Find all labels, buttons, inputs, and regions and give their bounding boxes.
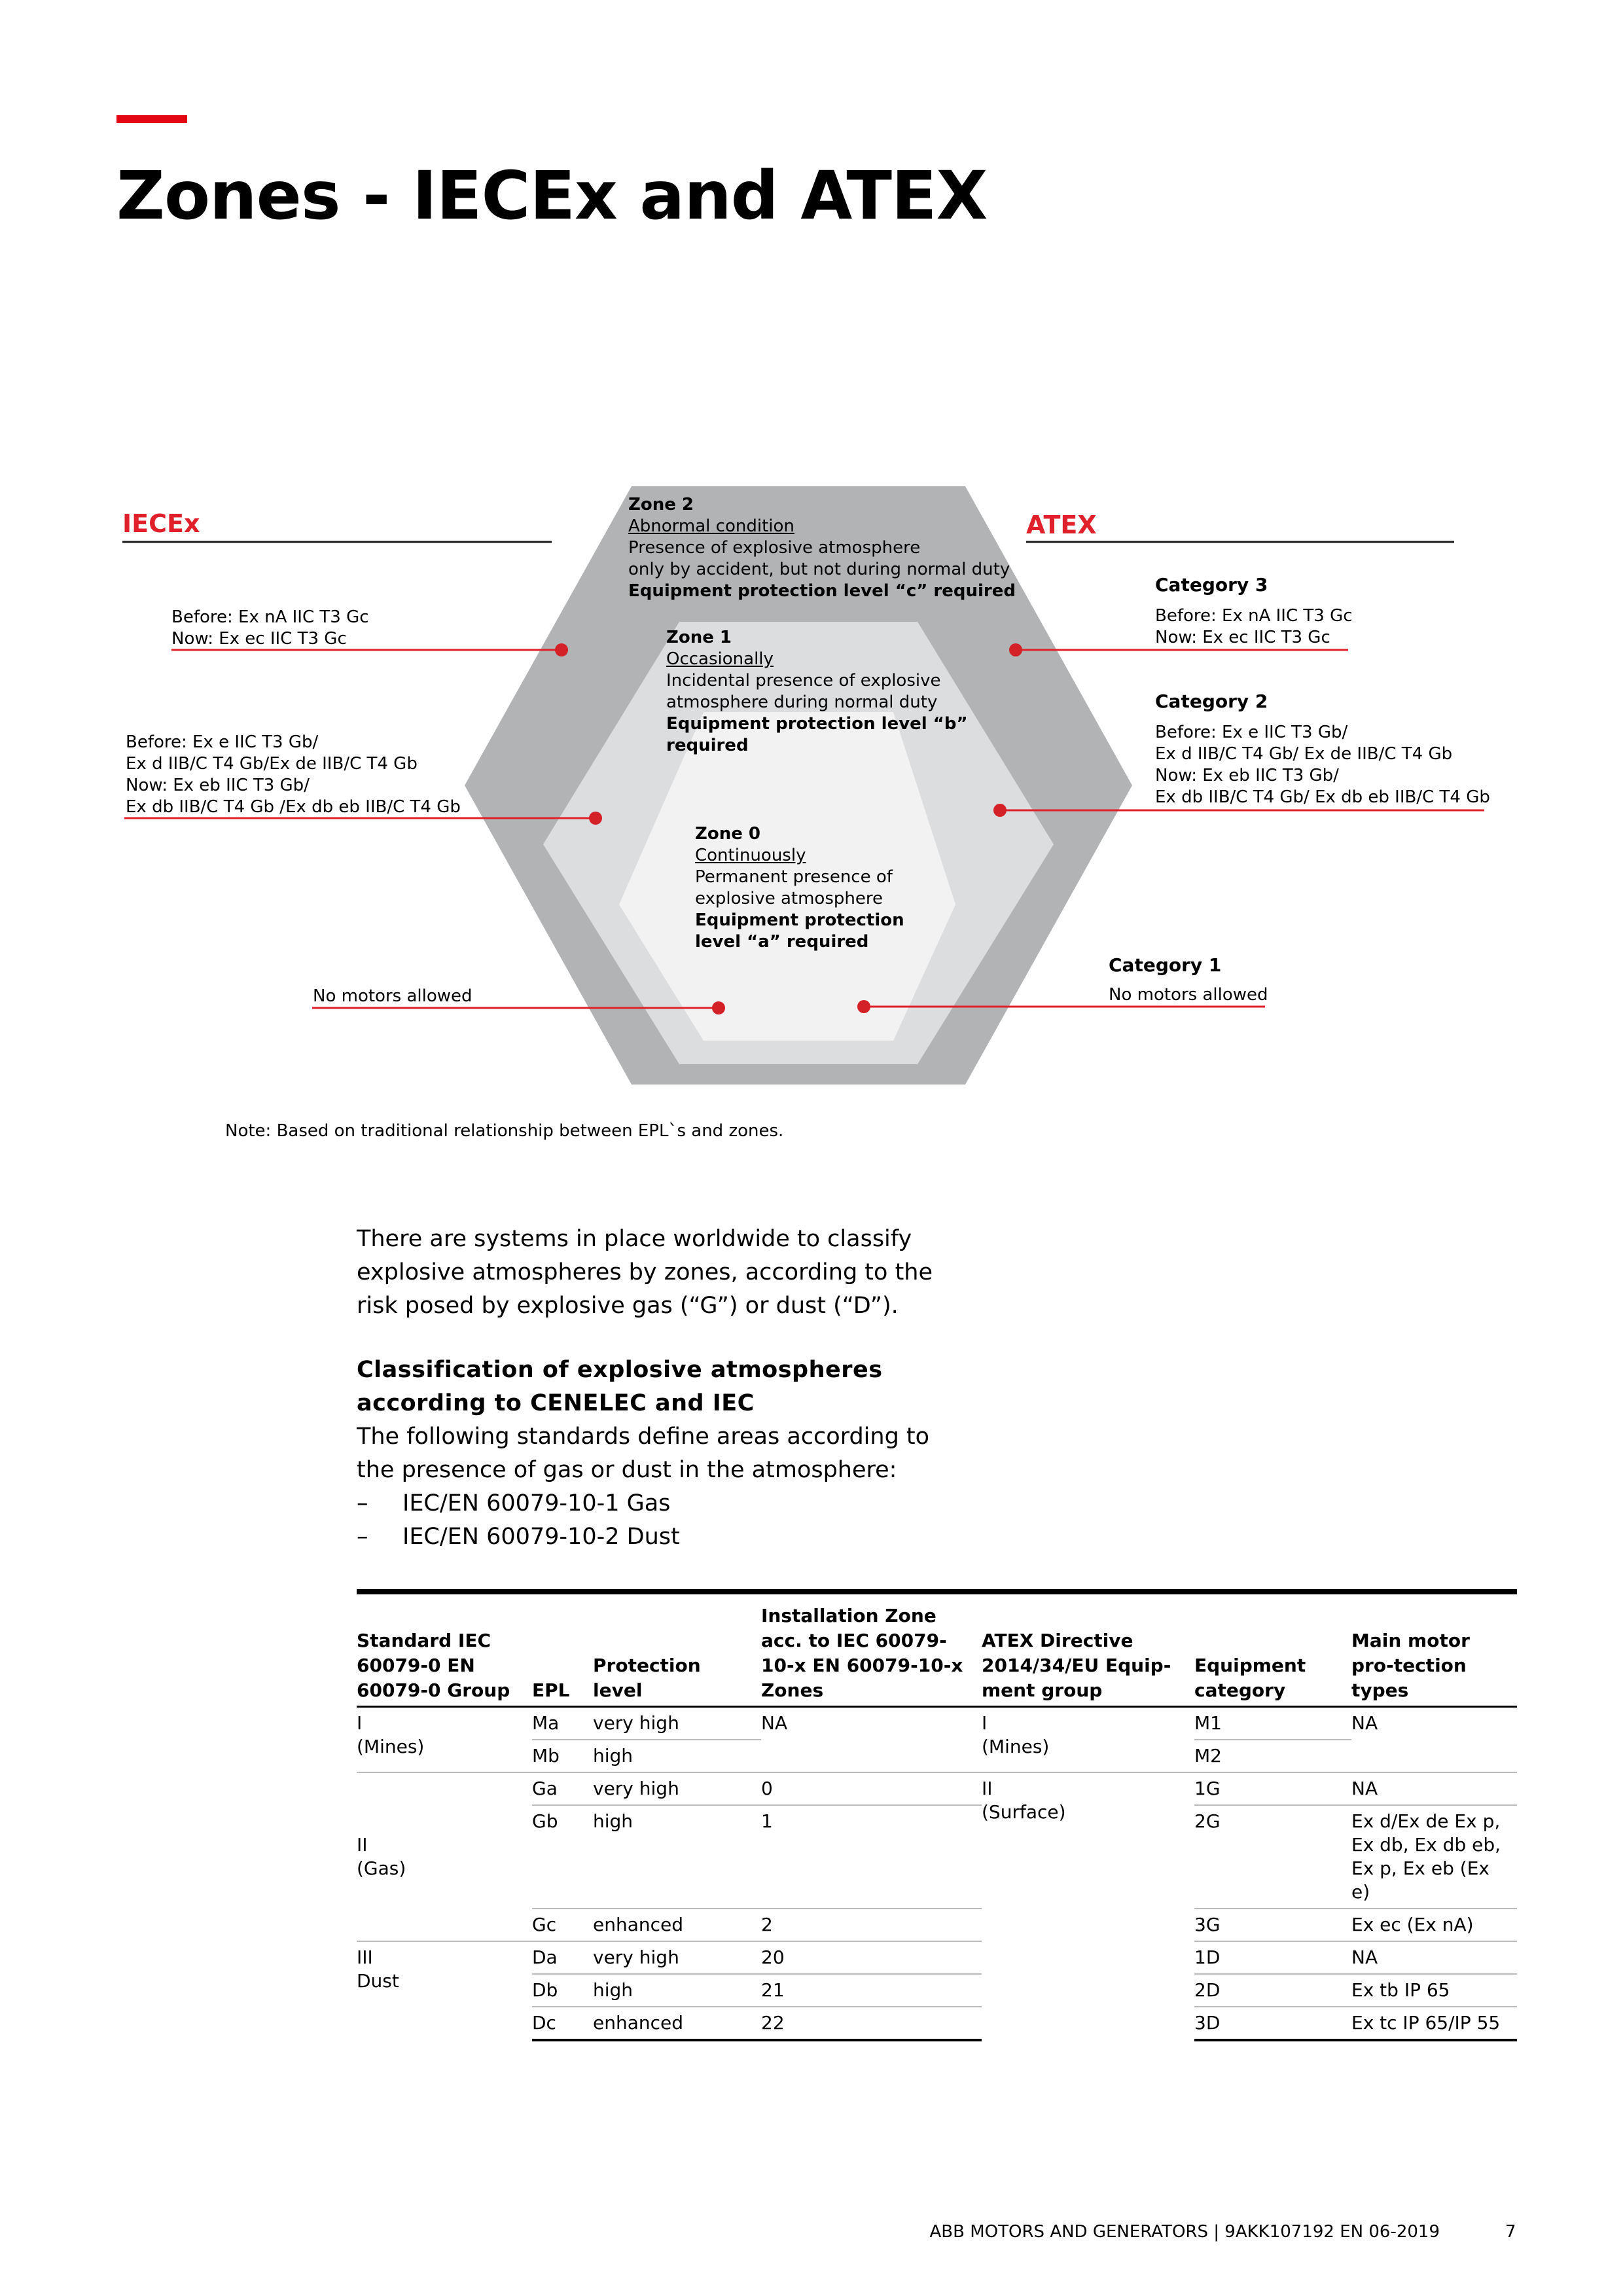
zone1-condition: Occasionally	[666, 649, 774, 669]
category-cell: 1G	[1194, 1772, 1351, 1805]
col-header-motor-protection: Main motor pro-tection types	[1351, 1630, 1470, 1701]
category-cell: 3D	[1194, 2007, 1351, 2040]
table-row	[357, 1772, 1517, 1805]
zone-cell: 20	[761, 1941, 982, 1974]
atex-cat2-line: Now: Ex eb IIC T3 Gb/	[1155, 766, 1339, 785]
types-cell: NA	[1351, 1772, 1517, 1805]
zone2-name: Zone 2	[628, 495, 694, 514]
zone0-line: Permanent presence of	[695, 867, 893, 887]
level-cell: enhanced	[593, 2007, 761, 2040]
iecex-label: IECEx	[122, 509, 200, 538]
atex-group-cell: II (Surface)	[982, 1772, 1194, 2040]
epl-cell: Mb	[532, 1740, 593, 1772]
category-cell: M1	[1194, 1712, 1222, 1734]
iecex-zone0-types: No motors allowed	[313, 986, 473, 1006]
level-cell: high	[593, 1974, 761, 2007]
atex-cat1-title: Category 1	[1109, 954, 1222, 976]
zone0-text	[695, 823, 904, 953]
epl-cell: Db	[532, 1974, 593, 2007]
atex-cat2-line: Ex db IIB/C T4 Gb/ Ex db eb IIB/C T4 Gb	[1155, 787, 1490, 807]
iecex-zone1-types	[126, 732, 461, 818]
atex-cat1-dot	[857, 1000, 870, 1013]
intro-paragraph	[357, 1223, 933, 1323]
epl-cell: Dc	[532, 2007, 593, 2040]
atex-cat1-types: No motors allowed	[1109, 985, 1268, 1005]
atex-cat3-dot	[1009, 643, 1022, 656]
zone1-epl: required	[666, 736, 749, 755]
category-cell: 3G	[1194, 1909, 1351, 1941]
col-header-equipment-category: Equipment category	[1194, 1655, 1306, 1701]
zone1-text	[666, 627, 968, 757]
zone-cell: NA	[761, 1712, 788, 1734]
level-cell: very high	[593, 1712, 679, 1734]
types-cell: Ex ec (Ex nA)	[1351, 1909, 1517, 1941]
page-title: Zones - IECEx and ATEX	[116, 157, 988, 235]
iecex-zone1-line: Ex db IIB/C T4 Gb /Ex db eb IIB/C T4 Gb	[126, 797, 461, 817]
list-item	[357, 1520, 946, 1554]
iecex-zone2-dot	[555, 643, 568, 656]
classification-section	[357, 1354, 946, 1554]
types-cell: NA	[1351, 1712, 1378, 1734]
atex-label: ATEX	[1026, 511, 1097, 539]
col-header-protection-level: Protection level	[593, 1655, 701, 1701]
zone0-epl: level “a” required	[695, 932, 869, 952]
bullet-dash: –	[357, 1524, 368, 1550]
category-cell: 2D	[1194, 1974, 1351, 2007]
atex-cat2-types	[1155, 722, 1490, 808]
zone2-line: Presence of explosive atmosphere	[628, 538, 921, 558]
atex-cat3-types	[1155, 605, 1353, 649]
footer-text: ABB MOTORS AND GENERATORS | 9AKK107192 EN 06-2019	[929, 2222, 1440, 2242]
group-cell: III Dust	[357, 1941, 532, 2040]
level-cell: high	[593, 1805, 761, 1909]
zone-cell: 1	[761, 1805, 982, 1909]
epl-cell: Ga	[532, 1772, 593, 1805]
zone2-condition: Abnormal condition	[628, 516, 794, 536]
bullet-text: IEC/EN 60079-10-2 Dust	[402, 1524, 680, 1550]
zone-cell: 2	[761, 1909, 982, 1941]
iecex-zone2-types	[171, 607, 369, 650]
iecex-zone1-line: Ex d IIB/C T4 Gb/Ex de IIB/C T4 Gb	[126, 754, 418, 774]
atex-cat3-title: Category 3	[1155, 574, 1268, 596]
table-row	[357, 1707, 1517, 1740]
category-cell: 2G	[1194, 1805, 1351, 1909]
zone2-line: only by accident, but not during normal duty	[628, 560, 1010, 579]
page-number: 7	[1505, 2222, 1516, 2242]
epl-cell: Gc	[532, 1909, 593, 1941]
atex-cat3-line: Before: Ex nA IIC T3 Gc	[1155, 606, 1353, 626]
col-header-installation-zone: Installation Zone acc. to IEC 60079-10-x EN 60079-10-x Zones	[761, 1605, 963, 1701]
atex-cat3-line: Now: Ex ec IIC T3 Gc	[1155, 628, 1330, 647]
iecex-zone1-line: Before: Ex e IIC T3 Gb/	[126, 732, 319, 752]
zone-cell: 21	[761, 1974, 982, 2007]
classification-table	[357, 1589, 1517, 2041]
level-cell: enhanced	[593, 1909, 761, 1941]
iecex-zone1-dot	[589, 812, 602, 825]
zone-cell: 0	[761, 1772, 982, 1805]
col-header-standard-group: Standard IEC 60079-0 EN 60079-0 Group	[357, 1630, 510, 1701]
classification-text: The following standards define areas according to the presence of gas or dust in the atmosphere:	[357, 1424, 930, 1483]
iecex-zone1-line: Now: Ex eb IIC T3 Gb/	[126, 776, 310, 795]
iecex-zone0-dot	[712, 1001, 725, 1014]
atex-cat2-title: Category 2	[1155, 691, 1268, 712]
atex-cat2-line: Before: Ex e IIC T3 Gb/	[1155, 723, 1348, 742]
atex-group-cell: I (Mines)	[982, 1712, 1050, 1757]
category-cell: 1D	[1194, 1941, 1351, 1974]
atex-cat2-dot	[993, 804, 1007, 817]
epl-cell: Ma	[532, 1712, 560, 1734]
col-header-atex-group: ATEX Directive 2014/34/EU Equip-ment group	[982, 1630, 1171, 1701]
atex-cat2-line: Ex d IIB/C T4 Gb/ Ex de IIB/C T4 Gb	[1155, 744, 1453, 764]
zone2-epl: Equipment protection level “c” required	[628, 581, 1016, 601]
zone0-condition: Continuously	[695, 846, 806, 865]
list-item	[357, 1487, 946, 1520]
diagram-note: Note: Based on traditional relationship between EPL`s and zones.	[225, 1121, 784, 1141]
types-cell: Ex tc IP 65/IP 55	[1351, 2007, 1517, 2040]
intro-text: There are systems in place worldwide to classify explosive atmospheres by zones, according to the risk posed by explosive gas (“G”) or dust (“D”).	[357, 1226, 933, 1319]
zone0-epl: Equipment protection	[695, 910, 904, 930]
bullet-dash: –	[357, 1490, 368, 1516]
table-row	[357, 1941, 1517, 1974]
iecex-zone2-now: Now: Ex ec IIC T3 Gc	[171, 629, 347, 649]
level-cell: very high	[593, 1772, 761, 1805]
category-cell: M2	[1194, 1740, 1351, 1772]
iecex-zone2-before: Before: Ex nA IIC T3 Gc	[171, 607, 369, 627]
zone1-name: Zone 1	[666, 628, 732, 647]
types-cell: Ex d/Ex de Ex p, Ex db, Ex db eb, Ex p, Ex eb (Ex e)	[1351, 1805, 1517, 1909]
zone2-text	[628, 494, 1016, 602]
types-cell: Ex tb IP 65	[1351, 1974, 1517, 2007]
group-cell: II (Gas)	[357, 1772, 532, 1941]
col-header-epl: EPL	[532, 1679, 570, 1701]
table-header-row	[357, 1592, 1517, 1707]
group-cell: I (Mines)	[357, 1712, 425, 1757]
zone0-line: explosive atmosphere	[695, 889, 883, 908]
zone0-name: Zone 0	[695, 824, 761, 844]
epl-cell: Gb	[532, 1805, 593, 1909]
level-cell: very high	[593, 1941, 761, 1974]
zone1-line: atmosphere during normal duty	[666, 692, 938, 712]
epl-cell: Da	[532, 1941, 593, 1974]
zone-cell: 22	[761, 2007, 982, 2040]
bullet-text: IEC/EN 60079-10-1 Gas	[402, 1490, 671, 1516]
types-cell: NA	[1351, 1941, 1517, 1974]
level-cell: high	[593, 1740, 761, 1772]
zone1-line: Incidental presence of explosive	[666, 671, 941, 691]
zone1-epl: Equipment protection level “b”	[666, 714, 968, 734]
classification-title: Classification of explosive atmospheres according to CENELEC and IEC	[357, 1357, 883, 1416]
